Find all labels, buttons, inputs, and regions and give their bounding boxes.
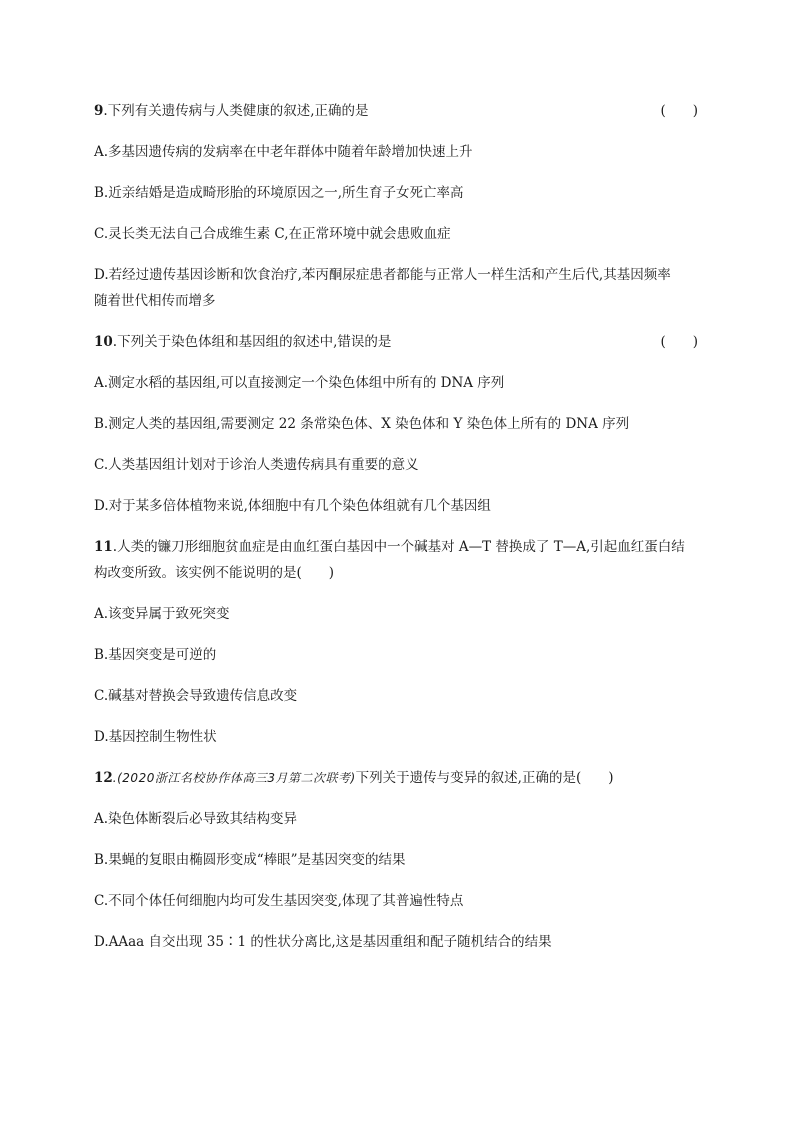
option-a: A.该变异属于致死突变 — [94, 606, 230, 622]
question-number: 11 — [94, 539, 113, 555]
option-a: A.测定水稻的基因组,可以直接测定一个染色体组中所有的 DNA 序列 — [94, 375, 505, 391]
option-c: C.灵长类无法自己合成维生素 C,在正常环境中就会患败血症 — [94, 226, 451, 242]
option-c: C.人类基因组计划对于诊治人类遗传病具有重要的意义 — [94, 457, 419, 473]
question-number: 10 — [94, 334, 113, 350]
option-b: B.近亲结婚是造成畸形胎的环境原因之一,所生育子女死亡率高 — [94, 185, 464, 201]
option-d: D.AAaa 自交出现 35∶1 的性状分离比,这是基因重组和配子随机结合的结果 — [94, 934, 552, 950]
option-c: C.碱基对替换会导致遗传信息改变 — [94, 688, 298, 704]
option-d: D.若经过遗传基因诊断和饮食治疗,苯丙酮尿症患者都能与正常人一样生活和产生后代,其基因频率 — [94, 267, 671, 283]
answer-blank: ( ) — [660, 334, 698, 350]
question-text: 下列关于遗传与变异的叙述,正确的是( ) — [355, 770, 614, 786]
question-text: .下列关于染色体组和基因组的叙述中,错误的是 — [112, 334, 392, 350]
question-12-stem — [94, 768, 704, 788]
question-11-stem — [94, 537, 704, 557]
question-9-stem — [94, 101, 704, 121]
option-a: A.染色体断裂后必导致其结构变异 — [94, 811, 298, 827]
question-text: .人类的镰刀形细胞贫血症是由血红蛋白基因中一个碱基对 A—T 替换成了 T—A,引起血红蛋白结 — [112, 539, 685, 555]
answer-blank: ( ) — [660, 103, 698, 119]
question-text: .下列有关遗传病与人类健康的叙述,正确的是 — [103, 103, 369, 119]
option-b: B.基因突变是可逆的 — [94, 647, 217, 663]
option-d: D.基因控制生物性状 — [94, 729, 217, 745]
question-11-stem-continued: 构改变所致。该实例不能说明的是( ) — [94, 565, 335, 581]
option-c: C.不同个体任何细胞内均可发生基因突变,体现了其普遍性特点 — [94, 893, 464, 909]
question-10-stem — [94, 332, 704, 352]
question-number: 9 — [94, 103, 104, 119]
option-d-continued: 随着世代相传而增多 — [94, 293, 216, 309]
option-b: B.果蝇的复眼由椭圆形变成“棒眼”是基因突变的结果 — [94, 852, 406, 868]
option-a: A.多基因遗传病的发病率在中老年群体中随着年龄增加快速上升 — [94, 144, 473, 160]
question-source: .(2020浙江名校协作体高三3月第二次联考) — [112, 771, 356, 785]
option-d: D.对于某多倍体植物来说,体细胞中有几个染色体组就有几个基因组 — [94, 498, 491, 514]
question-number: 12 — [94, 770, 113, 786]
option-b: B.测定人类的基因组,需要测定 22 条常染色体、X 染色体和 Y 染色体上所有的 DNA 序列 — [94, 416, 630, 432]
